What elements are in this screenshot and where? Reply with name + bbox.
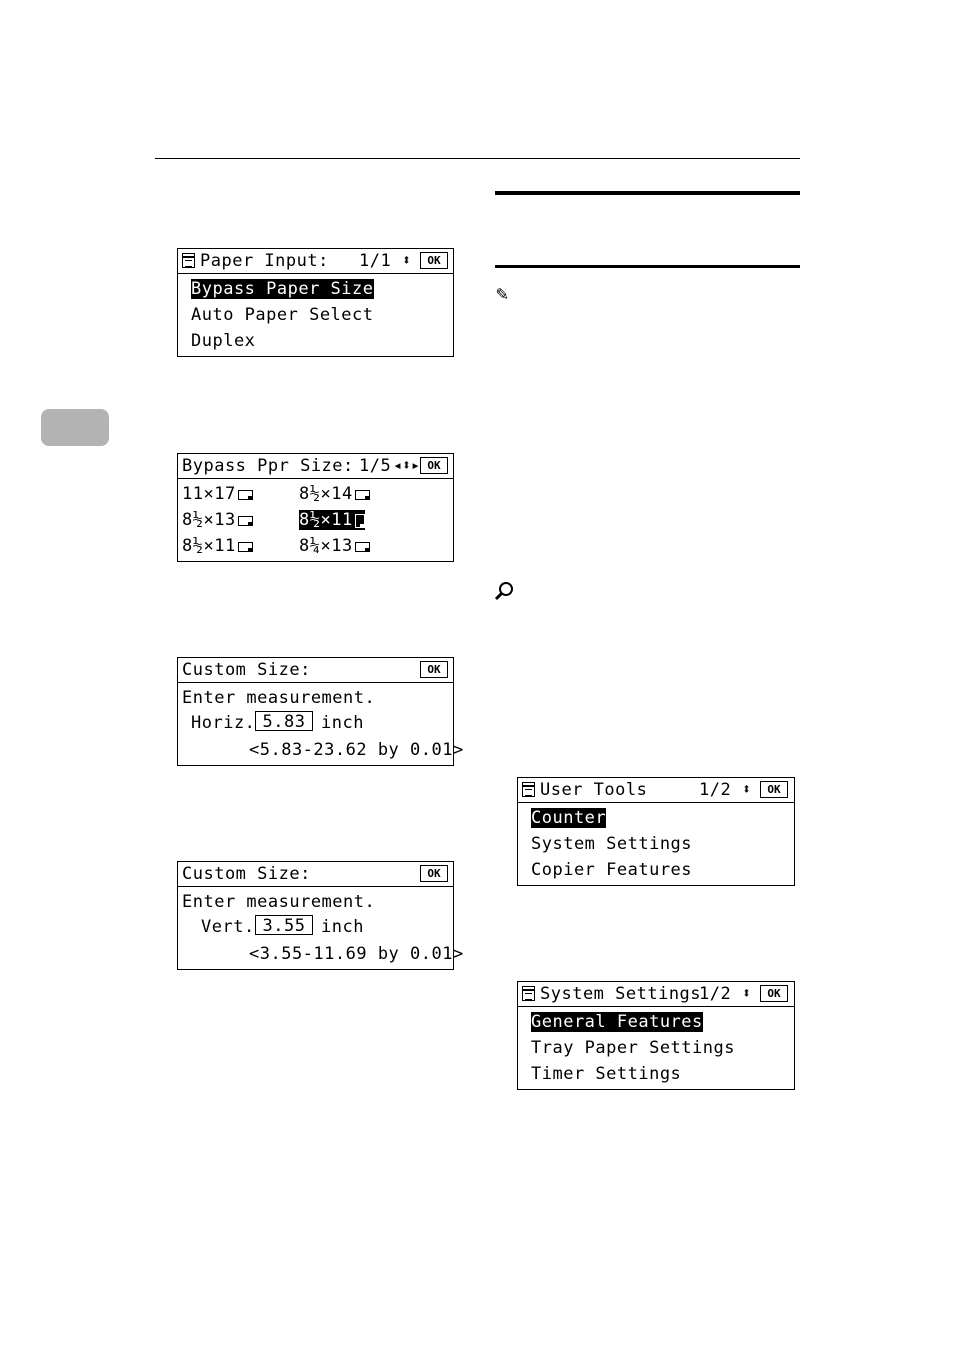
page-indicator: 1/2: [699, 780, 732, 800]
ok-button[interactable]: OK: [420, 457, 448, 474]
ok-button[interactable]: OK: [420, 865, 448, 882]
panel-title: Custom Size:: [182, 660, 311, 680]
custom-size-vertical-panel: [177, 861, 464, 970]
horizontal-label: Horiz.: [191, 713, 256, 733]
size-option-8-5x14[interactable]: [299, 484, 370, 504]
menu-item-duplex[interactable]: Duplex: [191, 331, 256, 351]
size-label: 8½×11: [182, 536, 236, 556]
panel-title: System Settings: [540, 984, 702, 1004]
landscape-paper-icon: [238, 516, 253, 526]
size-label: 8¼×13: [299, 536, 353, 556]
panel-title: User Tools: [540, 780, 648, 800]
four-way-arrow-icon: ◂⬍▸: [393, 456, 421, 474]
pencil-icon: ✎: [496, 281, 509, 305]
size-label: 8½×14: [299, 484, 353, 504]
size-option-11x17[interactable]: [182, 484, 253, 504]
section-heading-rule-bottom: [495, 265, 800, 268]
chapter-tab: [41, 409, 109, 446]
paper-input-panel: [177, 248, 454, 357]
top-rule: [155, 158, 800, 159]
landscape-paper-icon: [355, 542, 370, 552]
page-indicator: 1/1: [359, 251, 392, 271]
up-down-arrow-icon: ⬍: [402, 251, 412, 269]
system-settings-panel: [517, 981, 795, 1090]
size-label: 11×17: [182, 484, 236, 504]
magnifier-icon: [494, 580, 516, 605]
menu-icon: [522, 986, 535, 1001]
menu-item-bypass-paper-size[interactable]: Bypass Paper Size: [191, 279, 374, 299]
horizontal-value-field[interactable]: [255, 711, 313, 732]
landscape-paper-icon: [238, 490, 253, 500]
landscape-paper-icon: [238, 542, 253, 552]
ok-button[interactable]: OK: [420, 661, 448, 678]
size-label: 8½×11: [299, 510, 353, 530]
size-label: 8½×13: [182, 510, 236, 530]
ok-button[interactable]: OK: [420, 252, 448, 269]
custom-size-horizontal-panel: [177, 657, 464, 766]
unit-label: inch: [321, 917, 364, 937]
prompt-text: Enter measurement.: [182, 892, 376, 912]
size-option-8-5x11-portrait[interactable]: [299, 510, 365, 530]
page-indicator: 1/2: [699, 984, 732, 1004]
panel-header: [178, 249, 453, 274]
menu-item-tray-paper-settings[interactable]: Tray Paper Settings: [531, 1038, 735, 1058]
menu-item-general-features[interactable]: General Features: [531, 1012, 703, 1032]
panel-header: [178, 454, 453, 479]
range-text: <3.55-11.69 by 0.01>: [249, 944, 464, 964]
bypass-paper-size-panel: [177, 453, 454, 562]
size-option-8-5x11[interactable]: [182, 536, 253, 556]
section-heading-rule-top: [495, 191, 800, 195]
range-text: <5.83-23.62 by 0.01>: [249, 740, 464, 760]
menu-item-timer-settings[interactable]: Timer Settings: [531, 1064, 682, 1084]
menu-item-copier-features[interactable]: Copier Features: [531, 860, 693, 880]
panel-header: [178, 658, 453, 683]
menu-item-counter[interactable]: Counter: [531, 808, 607, 828]
panel-header: [518, 778, 794, 803]
menu-icon: [182, 253, 195, 268]
ok-button[interactable]: OK: [760, 781, 788, 798]
vertical-label: Vert.: [201, 917, 255, 937]
panel-title: Bypass Ppr Size:: [182, 456, 354, 476]
menu-item-auto-paper-select[interactable]: Auto Paper Select: [191, 305, 374, 325]
prompt-text: Enter measurement.: [182, 688, 376, 708]
size-option-8-25x13[interactable]: [299, 536, 370, 556]
menu-icon: [522, 782, 535, 797]
panel-header: [178, 862, 453, 887]
unit-label: inch: [321, 713, 364, 733]
portrait-paper-icon: [355, 514, 365, 528]
menu-item-system-settings[interactable]: System Settings: [531, 834, 693, 854]
panel-header: [518, 982, 794, 1007]
up-down-arrow-icon: ⬍: [742, 780, 752, 798]
vertical-value-field[interactable]: [255, 915, 313, 936]
panel-title: Custom Size:: [182, 864, 311, 884]
value-box: 5.83: [255, 711, 313, 731]
value-box: 3.55: [255, 915, 313, 935]
page-indicator: 1/5: [359, 456, 392, 476]
ok-button[interactable]: OK: [760, 985, 788, 1002]
landscape-paper-icon: [355, 490, 370, 500]
up-down-arrow-icon: ⬍: [742, 984, 752, 1002]
panel-title: Paper Input:: [200, 251, 329, 271]
size-option-8-5x13[interactable]: [182, 510, 253, 530]
user-tools-panel: [517, 777, 795, 886]
